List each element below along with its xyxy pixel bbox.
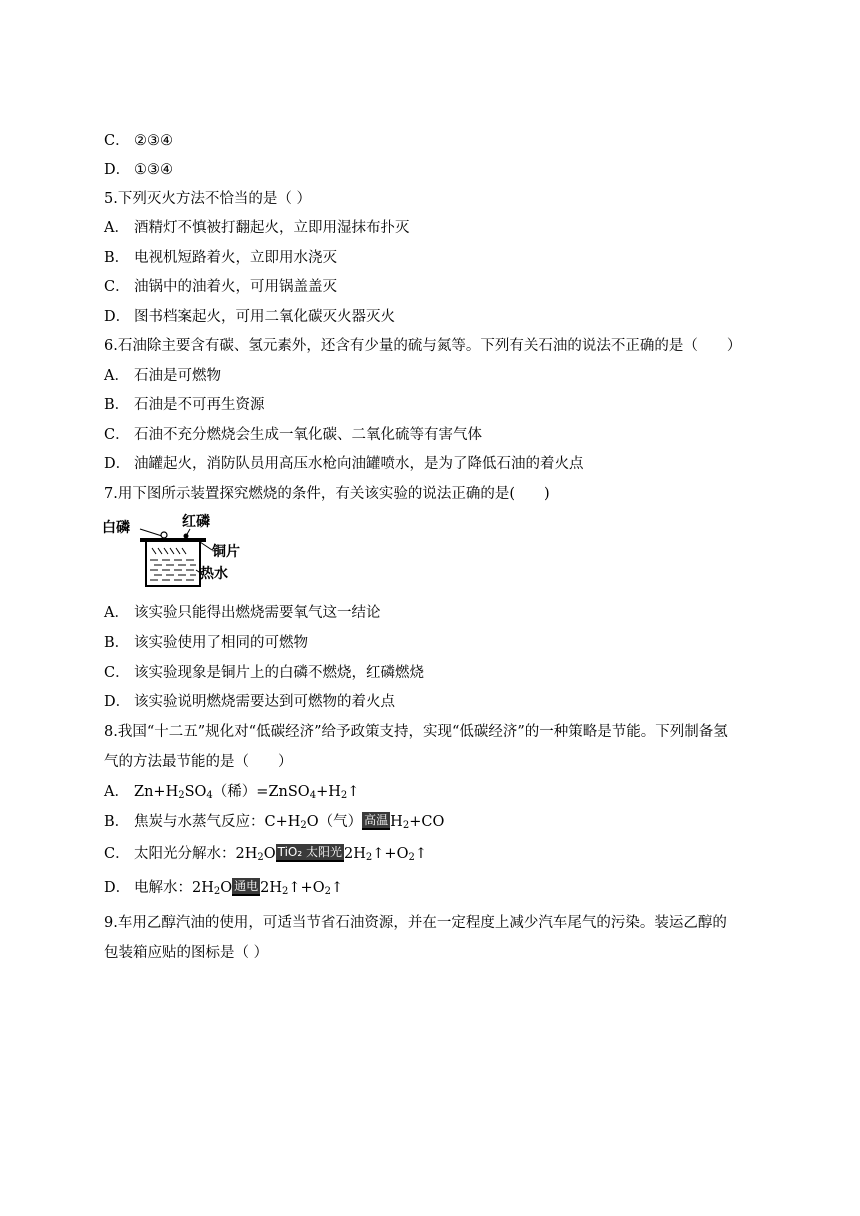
q8-option-b: B． 焦炭与水蒸气反应：$C+H_2O$（气） 高温 $H_2+CO$: [104, 813, 445, 831]
combustion-apparatus-figure: [100, 512, 260, 594]
q5-option-b: B． 电视机短路着火，立即用水浇灭: [104, 250, 337, 266]
q7-option-b: B． 该实验使用了相同的可燃物: [104, 635, 308, 651]
white-phosphorus-pointer: [140, 529, 162, 536]
q8-option-c: C． 太阳光分解水：$2H_2O$ TiO₂ 太阳光 $2H_2↑+O_2↑$: [104, 845, 427, 863]
beaker-icon: [146, 542, 200, 586]
white-phosphorus-icon: [161, 532, 167, 538]
q6-option-c: C． 石油不充分燃烧会生成一氧化碳、二氧化硫等有害气体: [104, 427, 482, 443]
water-lines: [150, 548, 196, 580]
red-phosphorus-label: 红磷: [182, 514, 210, 530]
q9-stem-line1: 9.车用乙醇汽油的使用，可适当节省石油资源，并在一定程度上减少汽车尾气的污染。装运乙醇的: [104, 915, 727, 931]
copper-pointer: [200, 542, 212, 550]
copper-sheet-label: 铜片: [212, 544, 240, 560]
q5-option-a: A． 酒精灯不慎被打翻起火，立即用湿抹布扑灭: [104, 220, 410, 236]
q6-stem: 6.石油除主要含有碳、氢元素外，还含有少量的硫与氮等。下列有关石油的说法不正确的是（ ）: [104, 338, 742, 354]
q9-stem-line2: 包装箱应贴的图标是（ ）: [104, 945, 269, 961]
reaction-condition-high-temp: 高温: [362, 812, 390, 830]
q7-option-d: D． 该实验说明燃烧需要达到可燃物的着火点: [104, 694, 395, 710]
red-phosphorus-icon: [184, 534, 189, 539]
q5-option-c: C． 油锅中的油着火，可用锅盖盖灭: [104, 279, 337, 295]
white-phosphorus-label: 白磷: [102, 520, 130, 536]
hot-water-label: 热水: [200, 566, 228, 582]
q5-option-d: D． 图书档案起火，可用二氧化碳灭火器灭火: [104, 309, 395, 325]
q8-stem-line1: 8.我国“十二五”规化对“低碳经济”给予政策支持，实现“低碳经济”的一种策略是节能。下列制备氢: [104, 724, 728, 740]
q5-stem: 5.下列灭火方法不恰当的是（ ）: [104, 191, 311, 207]
q6-option-b: B． 石油是不可再生资源: [104, 397, 265, 413]
reaction-condition-electrolysis: 通电: [232, 878, 260, 896]
q8-option-a: A． $Zn+H_2SO_4$（稀）$=ZnSO_4+H_2↑$: [104, 784, 360, 801]
reaction-condition-tio2-sunlight: TiO₂ 太阳光: [276, 844, 344, 862]
q7-stem: 7.用下图所示装置探究燃烧的条件，有关该实验的说法正确的是( ): [104, 486, 550, 502]
q7-option-a: A． 该实验只能得出燃烧需要氧气这一结论: [104, 605, 381, 621]
q6-option-d: D． 油罐起火，消防队员用高压水枪向油罐喷水，是为了降低石油的着火点: [104, 456, 584, 472]
q4-option-d: D． ①③④: [104, 162, 173, 178]
q8-stem-line2: 气的方法最节能的是（ ）: [104, 754, 293, 770]
q8-option-d: D． 电解水：$2H_2O$ 通电 $2H_2↑+O_2↑$: [104, 879, 344, 897]
q4-option-c: C． ②③④: [104, 133, 173, 149]
q6-option-a: A． 石油是可燃物: [104, 368, 221, 384]
q7-option-c: C． 该实验现象是铜片上的白磷不燃烧，红磷燃烧: [104, 665, 424, 681]
copper-plate-shape: [140, 538, 206, 542]
